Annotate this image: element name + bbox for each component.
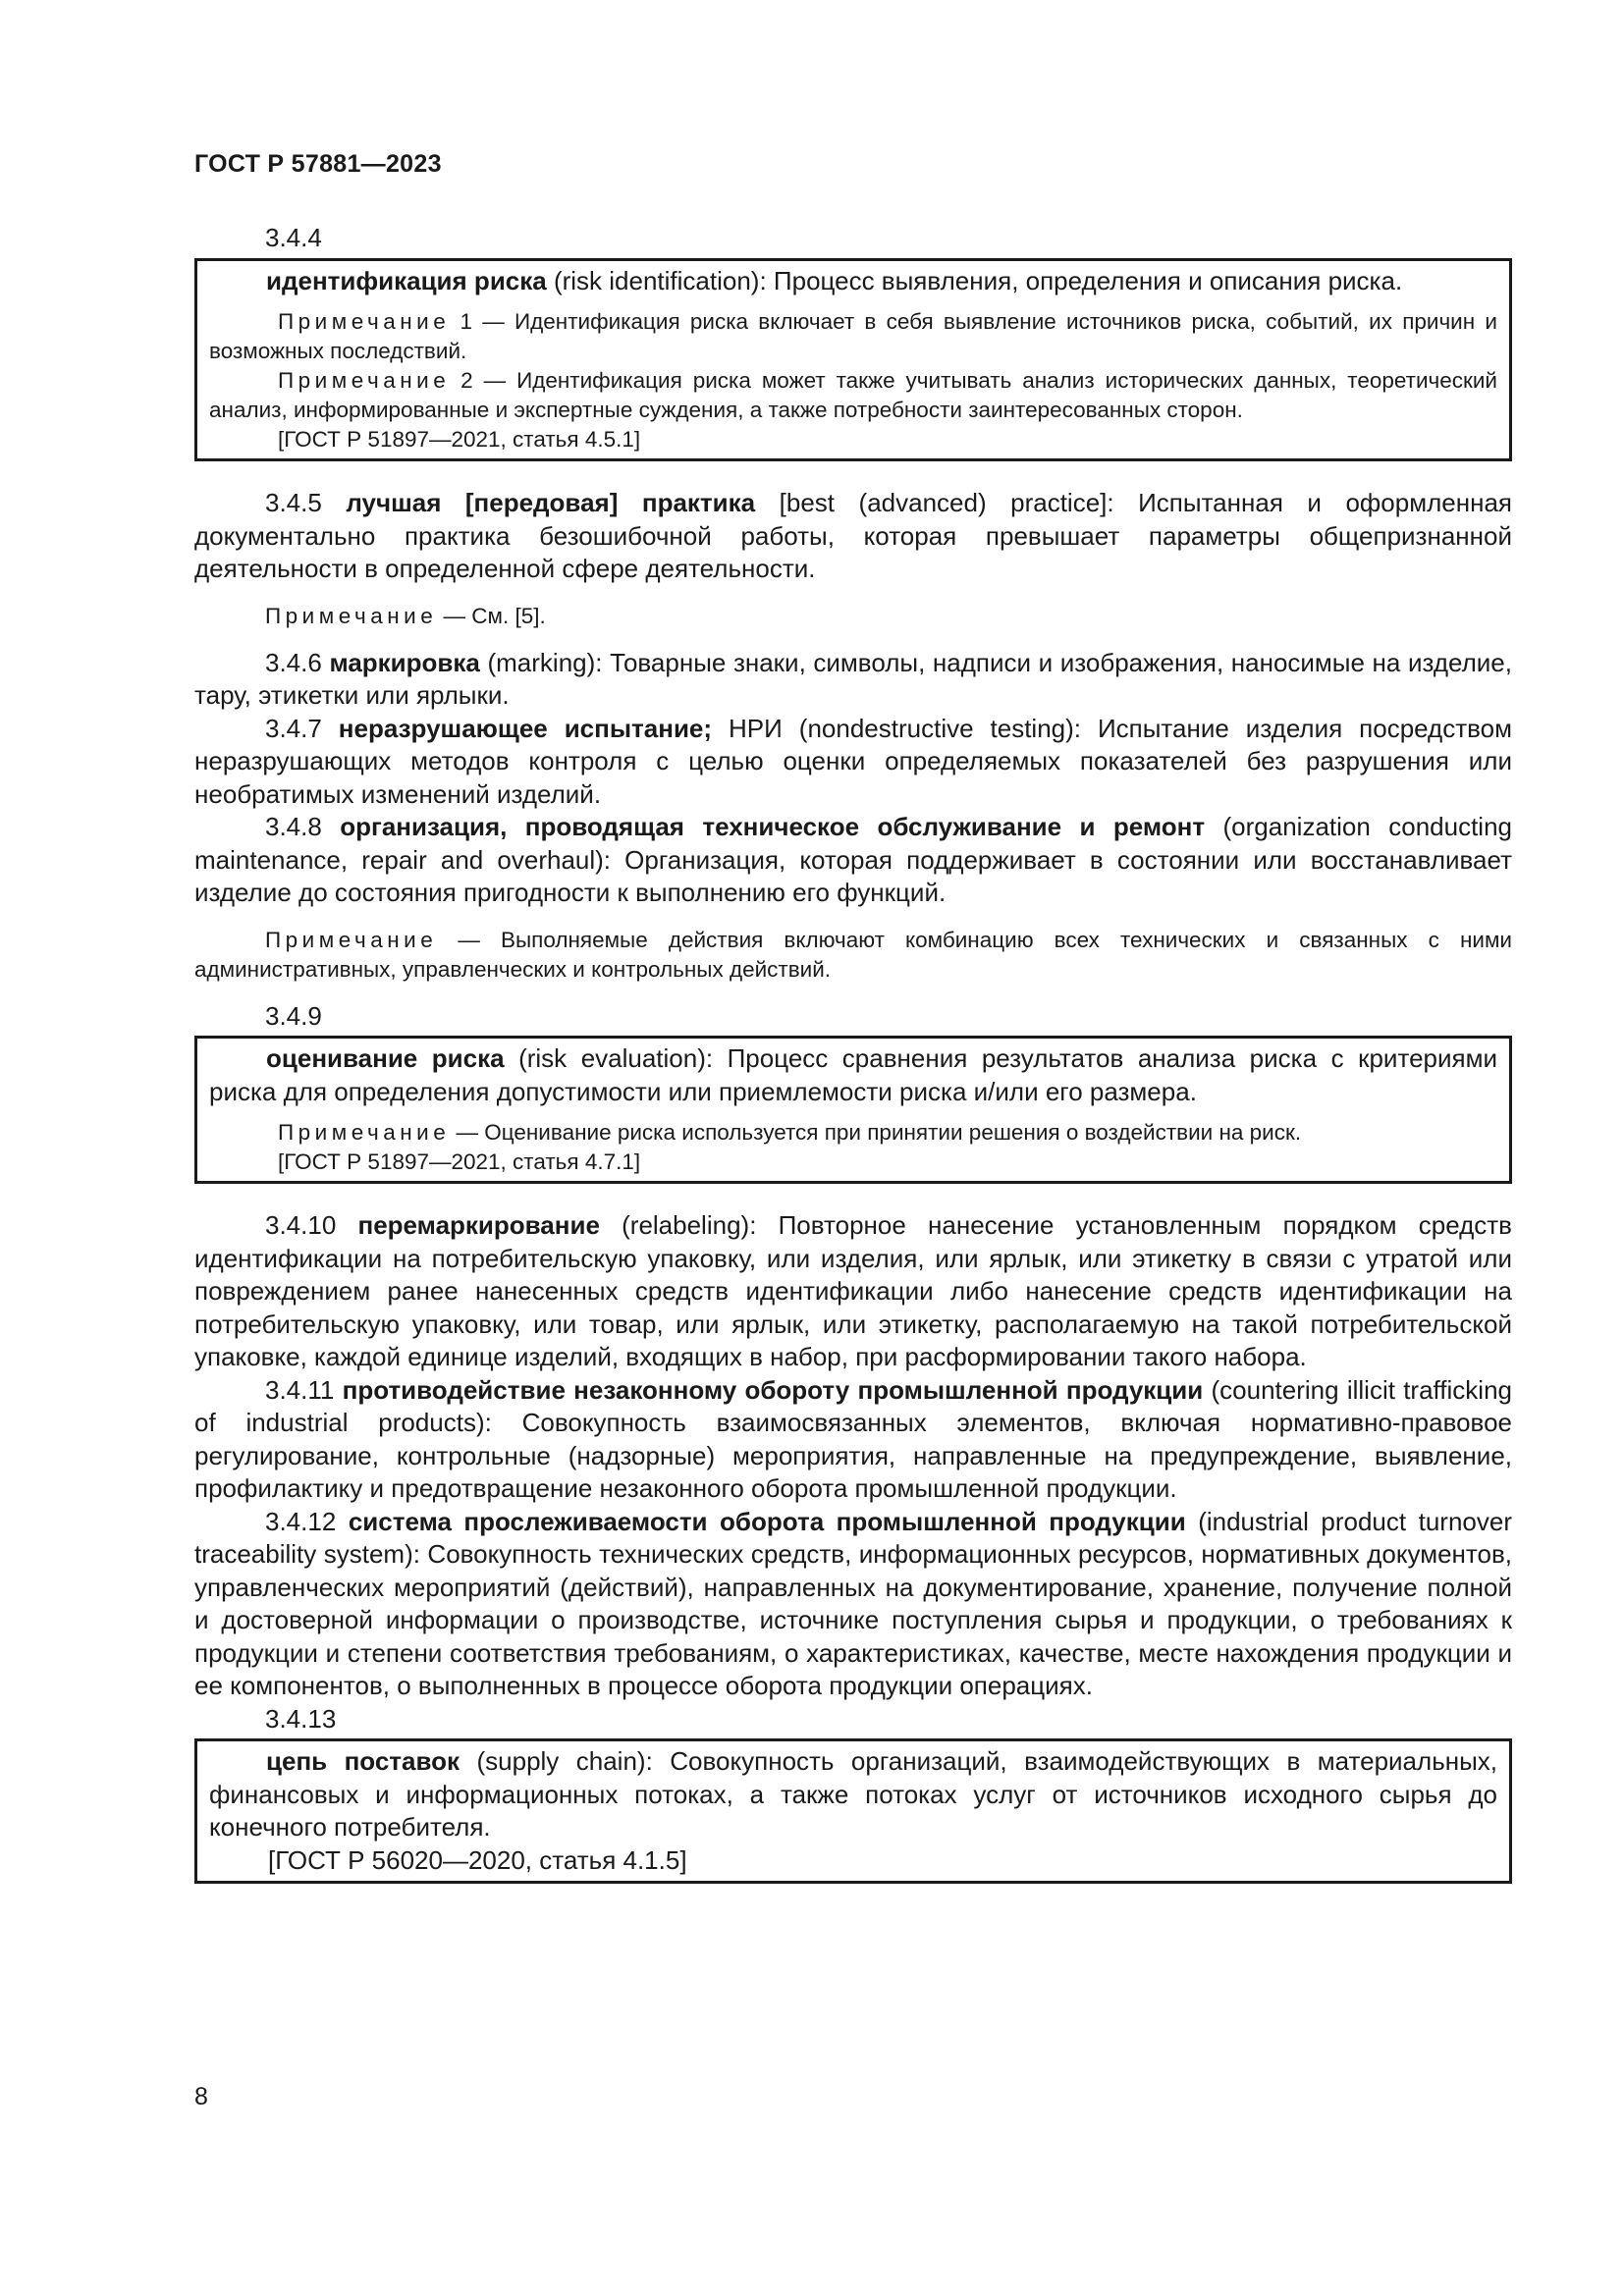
note-text: — Оценивание риска используется при принятии решения о воздействии на риск. <box>450 1120 1302 1145</box>
entry-number: 3.4.6 <box>265 647 322 677</box>
note-label: Примечание <box>278 368 451 393</box>
term: организация, проводящая техническое обслуживание и ремонт <box>340 812 1206 841</box>
definition-text: (risk identification): Процесс выявления, определения и описания риска. <box>546 265 1403 295</box>
note <box>209 1118 1497 1148</box>
note-text: — Выполняемые действия включают комбинацию всех технических и связанных с ними административных, управленческих и контрольных действий. <box>194 927 1512 982</box>
term-box-risk-identification <box>194 258 1512 462</box>
source-reference: [ГОСТ Р 56020—2020, статья 4.1.5] <box>268 1844 687 1875</box>
definition-text: [best (advanced) practice]: Испытанная и оформленная документально практика безошибочной работы, которая превышает параметры общепризнанной деятельности в определенной сфере деятельности. <box>194 488 1512 583</box>
definition-text: (supply chain): Совокупность организаций, взаимодействующих в материальных, финансовых и информационных потоках, а также потоках услуг от источников исходного сырья до конечного потребителя. <box>209 1746 1498 1842</box>
entry-number: 3.4.10 <box>265 1210 337 1240</box>
term: противодействие незаконному обороту промышленной продукции <box>342 1374 1204 1405</box>
source-reference: [ГОСТ Р 51897—2021, статья 4.7.1] <box>278 1149 641 1174</box>
note-text: 2 — Идентификация риска может также учитывать анализ исторических данных, теоретический анализ, информированные и экспертные суждения, а также потребности заинтересованных сторон. <box>209 368 1497 422</box>
source-reference: [ГОСТ Р 51897—2021, статья 4.5.1] <box>278 427 641 452</box>
definition-text: (countering illicit trafficking of industrial products): Совокупность взаимосвязанных элементов, включая нормативно-правовое регулирование, контрольные (надзорные) мероприятия, направленные на предупреждение, выявление, профилактику и предотвращение незаконного оборота промышленной продукции. <box>194 1374 1512 1503</box>
term: неразрушающее испытание; <box>338 713 713 743</box>
entry-number: 3.4.4 <box>265 223 322 252</box>
note-text: 1 — Идентификация риска включает в себя выявление источников риска, событий, их причин и возможных последствий. <box>209 309 1497 363</box>
note <box>209 307 1497 366</box>
note <box>209 366 1497 425</box>
term-entry <box>194 811 1512 910</box>
entry-number: 3.4.9 <box>265 1000 322 1031</box>
definition-text: НРИ (nondestructive testing): Испытание изделия посредством неразрушающих методов контроля с целью оценки определяемых показателей без разрушения или необратимых изменений изделий. <box>194 713 1512 809</box>
term-definition <box>209 1042 1497 1108</box>
definition-text: (marking): Товарные знаки, символы, надписи и изображения, наносимые на изделие, тару, этикетки или ярлыки. <box>194 647 1512 710</box>
term: перемаркирование <box>357 1210 600 1240</box>
definition-text: (relabeling): Повторное нанесение установленным порядком средств идентификации на потребительскую упаковку, или изделия, или ярлык, или этикетку в связи с утратой или повреждением ранее нанесенных средств идентификации либо нанесение средств идентификации на потребительскую упаковку, или товар, или ярлык, или этикетку, располагаемую на такой потребительской упаковке, каждой единице изделий, входящих в набор, при расформировании такого набора. <box>194 1210 1512 1371</box>
entry-number: 3.4.11 <box>265 1374 335 1405</box>
term-entry <box>194 1209 1512 1374</box>
definition-text: (industrial product turnover traceability system): Совокупность технических средств, информационных ресурсов, нормативных документов, управленческих мероприятий (действий), направленных на документирование, хранение, получение полной и достоверной информации о производстве, источнике поступления сырья и продукции, о требованиях к продукции и степени соответствия требованиям, о характеристиках, качестве, месте нахождения продукции и ее компонентов, о выполненных в процессе оборота продукции операциях. <box>194 1506 1513 1700</box>
entry-number: 3.4.8 <box>265 812 322 841</box>
term-box-risk-evaluation <box>194 1036 1512 1184</box>
page-number: 8 <box>194 2083 208 2110</box>
entry-number: 3.4.7 <box>265 713 322 743</box>
term-entry <box>194 1374 1512 1506</box>
entry-number: 3.4.13 <box>265 1703 337 1734</box>
note-label: Примечание <box>265 603 438 628</box>
term-entry <box>194 713 1512 812</box>
note <box>194 926 1512 985</box>
term-entry <box>194 647 1512 713</box>
term-definition <box>209 265 1497 298</box>
term: маркировка <box>329 647 480 677</box>
note-label: Примечание <box>278 1120 451 1145</box>
term-entry <box>194 487 1512 586</box>
term-definition <box>209 1745 1497 1844</box>
term: цепь поставок <box>266 1746 460 1776</box>
term: оценивание риска <box>266 1043 505 1073</box>
term-box-supply-chain <box>194 1738 1512 1884</box>
document-header: ГОСТ Р 57881—2023 <box>194 150 442 178</box>
note <box>194 602 1512 631</box>
entry-number: 3.4.5 <box>265 488 322 517</box>
term-entry <box>194 1506 1512 1703</box>
definition-text: (risk evaluation): Процесс сравнения результатов анализа риска с критериями риска для определения допустимости или приемлемости риска и/или его размера. <box>209 1043 1497 1106</box>
note-label: Примечание <box>265 927 438 952</box>
term: лучшая [передовая] практика <box>346 488 756 517</box>
entry-number: 3.4.12 <box>265 1506 337 1536</box>
term: идентификация риска <box>266 265 547 295</box>
document-body <box>194 222 1512 1884</box>
definition-text: (organization conducting maintenance, repair and overhaul): Организация, которая поддерживает в состоянии или восстанавливает изделие до состояния пригодности к выполнению его функций. <box>194 812 1512 907</box>
note-text: — См. [5]. <box>437 603 546 628</box>
note-label: Примечание <box>278 309 451 334</box>
term: система прослеживаемости оборота промышленной продукции <box>348 1506 1186 1536</box>
